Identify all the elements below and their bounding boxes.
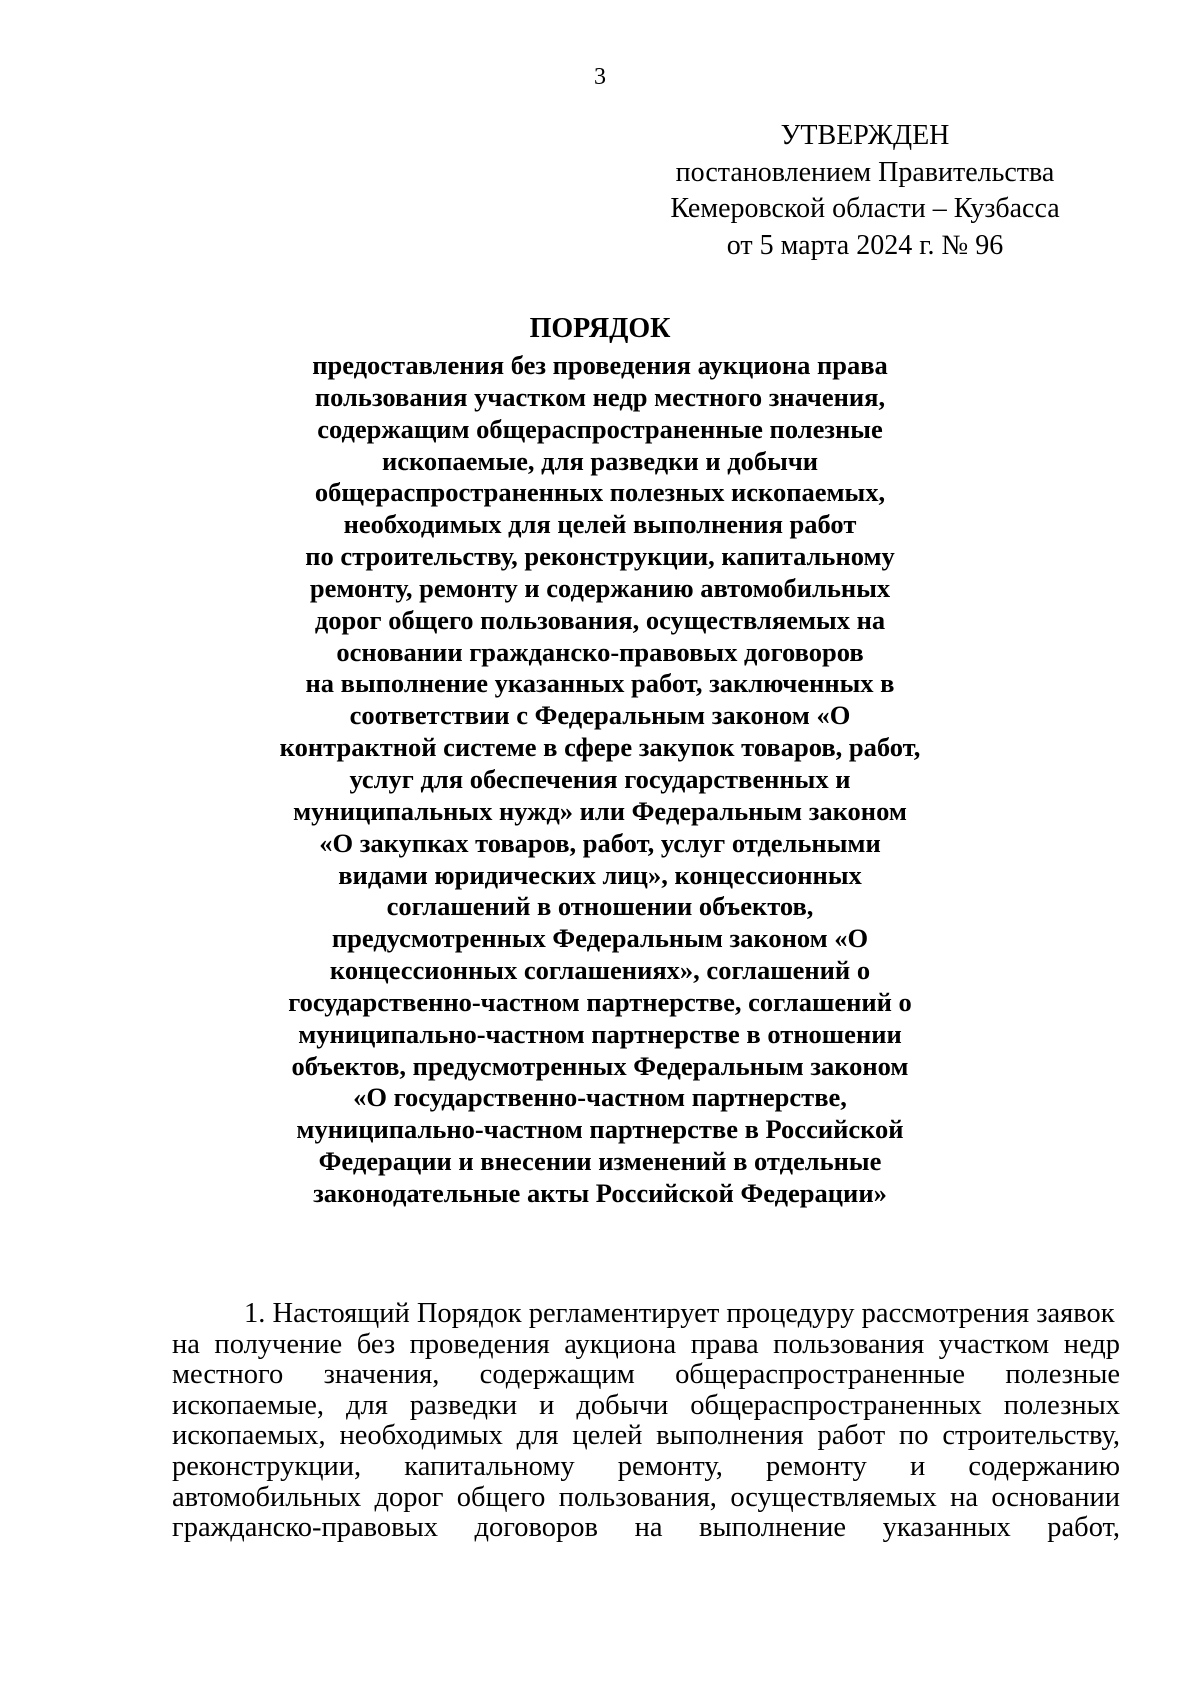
approval-line: от 5 марта 2024 г. № 96 [726,229,1004,261]
subtitle-line: услуг для обеспечения государственных и [349,763,851,794]
paragraph-line: автомобильных дорог общего пользования, осуществляемых на основании [172,1481,1120,1513]
subtitle-line: общераспространенных полезных ископаемых, [314,477,886,508]
subtitle-line: контрактной системе в сфере закупок товаров, работ, [279,732,921,763]
subtitle-line: концессионных соглашениях», соглашений о [329,955,871,986]
document-body [172,1299,1120,1544]
subtitle-line: содержащим общераспространенные полезные [317,413,883,444]
subtitle-line: объектов, предусмотренных Федеральным законом [291,1050,909,1081]
subtitle-line: пользования участком недр местного значения, [314,381,886,412]
paragraph-first-line: 1. Настоящий Порядок регламентирует процедуру рассмотрения заявок [244,1298,1115,1329]
subtitle-line: муниципально-частном партнерстве в Российской [296,1114,904,1145]
subtitle-line: необходимых для целей выполнения работ [343,509,857,540]
subtitle-line: основании гражданско-правовых договоров [336,636,864,667]
subtitle-line: «О закупках товаров, работ, услуг отдельными [319,827,881,858]
subtitle-line: муниципально-частном партнерстве в отношении [298,1018,902,1049]
approval-stamp [640,118,1090,264]
subtitle-line: видами юридических лиц», концессионных [338,859,862,890]
subtitle-line: ископаемые, для разведки и добычи [381,445,819,476]
subtitle-line: Федерации и внесении изменений в отдельные [318,1146,882,1177]
subtitle-line: соответствии с Федеральным законом «О [349,700,851,731]
paragraph-line: ископаемые, для разведки и добычи общераспространенных полезных [172,1389,1120,1421]
paragraph-line: на получение без проведения аукциона права пользования участком недр [172,1328,1120,1360]
subtitle-line: законодательные акты Российской Федерации» [313,1177,887,1208]
subtitle-line: на выполнение указанных работ, заключенных в [305,668,895,699]
subtitle-line: дорог общего пользования, осуществляемых на [314,604,886,635]
subtitle-line: муниципальных нужд» или Федеральным законом [293,795,907,826]
document-subtitle [0,350,1200,1210]
paragraph-line: реконструкции, капитальному ремонту, ремонту и содержанию [172,1450,1120,1482]
approval-line: Кемеровской области – Кузбасса [670,193,1060,225]
page-number: 3 [594,64,606,90]
subtitle-line: по строительству, реконструкции, капитальному [305,541,895,572]
paragraph-line: местного значения, содержащим общераспространенные полезные [172,1359,1120,1391]
approval-line: постановлением Правительства [675,156,1055,188]
subtitle-line: ремонту, ремонту и содержанию автомобильных [309,572,891,603]
subtitle-line: предоставления без проведения аукциона права [312,350,888,380]
paragraph-line: гражданско-правовых договоров на выполнение указанных работ, [172,1512,1120,1544]
subtitle-line: соглашений в отношении объектов, [386,891,814,922]
subtitle-line: «О государственно-частном партнерстве, [353,1082,847,1113]
subtitle-line: государственно-частном партнерстве, соглашений о [288,986,912,1017]
document-title: ПОРЯДОК [529,313,671,344]
paragraph-line: ископаемых, необходимых для целей выполнения работ по строительству, [172,1420,1120,1452]
subtitle-line: предусмотренных Федеральным законом «О [331,923,869,954]
approval-line: УТВЕРЖДЕН [780,120,950,151]
